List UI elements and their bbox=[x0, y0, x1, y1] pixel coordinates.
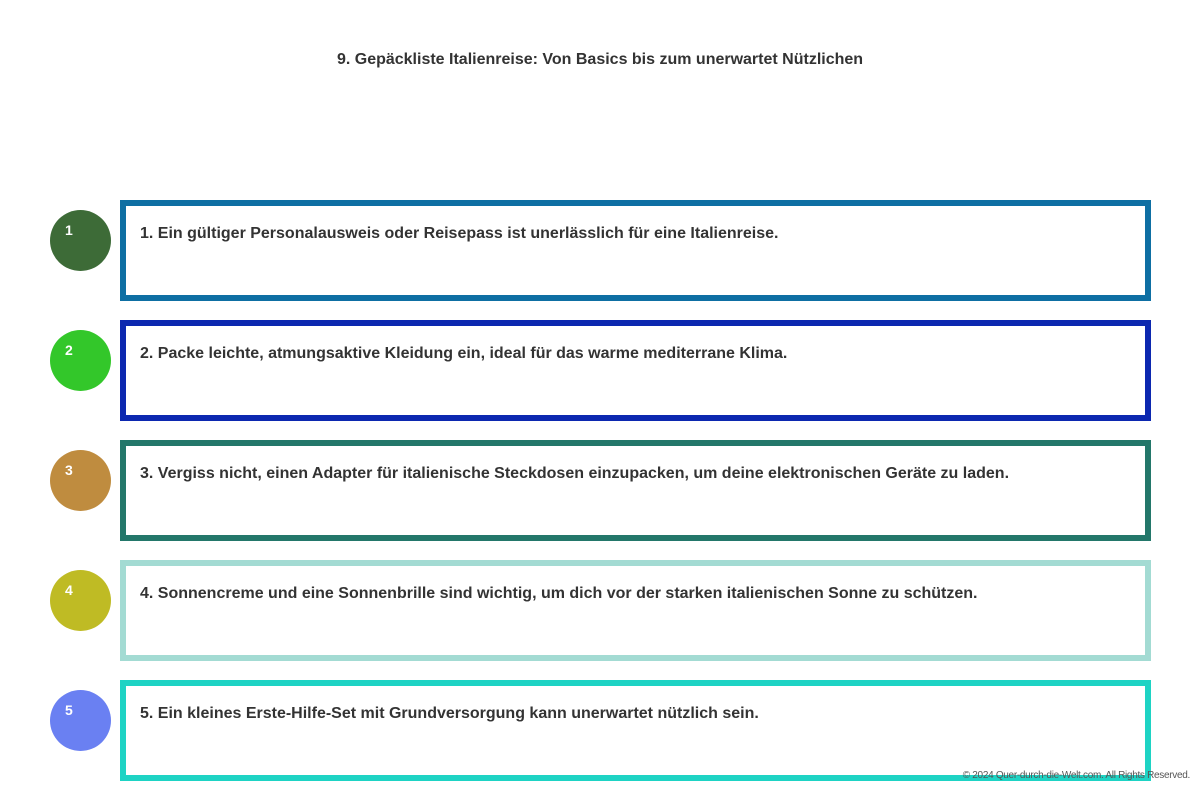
item-box bbox=[120, 440, 1151, 541]
number-badge-label: 5 bbox=[65, 702, 73, 718]
number-badge-label: 3 bbox=[65, 462, 73, 478]
number-badge-label: 1 bbox=[65, 222, 73, 238]
list-item bbox=[0, 560, 1200, 661]
list-item bbox=[0, 200, 1200, 301]
number-badge bbox=[50, 690, 111, 751]
number-badge bbox=[50, 210, 111, 271]
number-badge bbox=[50, 570, 111, 631]
item-text: 1. Ein gültiger Personalausweis oder Reisepass ist unerlässlich für eine Italienreise. bbox=[140, 225, 779, 242]
number-badge bbox=[50, 330, 111, 391]
item-box bbox=[120, 200, 1151, 301]
copyright-footer: © 2024 Quer-durch-die-Welt.com. All Rights Reserved. bbox=[962, 770, 1190, 781]
item-text: 5. Ein kleines Erste-Hilfe-Set mit Grundversorgung kann unerwartet nützlich sein. bbox=[140, 705, 759, 722]
number-badge-label: 2 bbox=[65, 342, 73, 358]
item-box bbox=[120, 680, 1151, 781]
item-box bbox=[120, 320, 1151, 421]
number-badge bbox=[50, 450, 111, 511]
number-badge-label: 4 bbox=[65, 582, 73, 598]
item-text: 3. Vergiss nicht, einen Adapter für italienische Steckdosen einzupacken, um deine elektronischen Geräte zu laden. bbox=[140, 465, 1010, 482]
item-box bbox=[120, 560, 1151, 661]
page-title: 9. Gepäckliste Italienreise: Von Basics bis zum unerwartet Nützlichen bbox=[336, 51, 864, 68]
list-item bbox=[0, 320, 1200, 421]
item-text: 4. Sonnencreme und eine Sonnenbrille sind wichtig, um dich vor der starken italienischen Sonne zu schützen. bbox=[140, 585, 978, 602]
list-item bbox=[0, 680, 1200, 781]
item-text: 2. Packe leichte, atmungsaktive Kleidung ein, ideal für das warme mediterrane Klima. bbox=[140, 345, 788, 362]
list-item bbox=[0, 440, 1200, 541]
